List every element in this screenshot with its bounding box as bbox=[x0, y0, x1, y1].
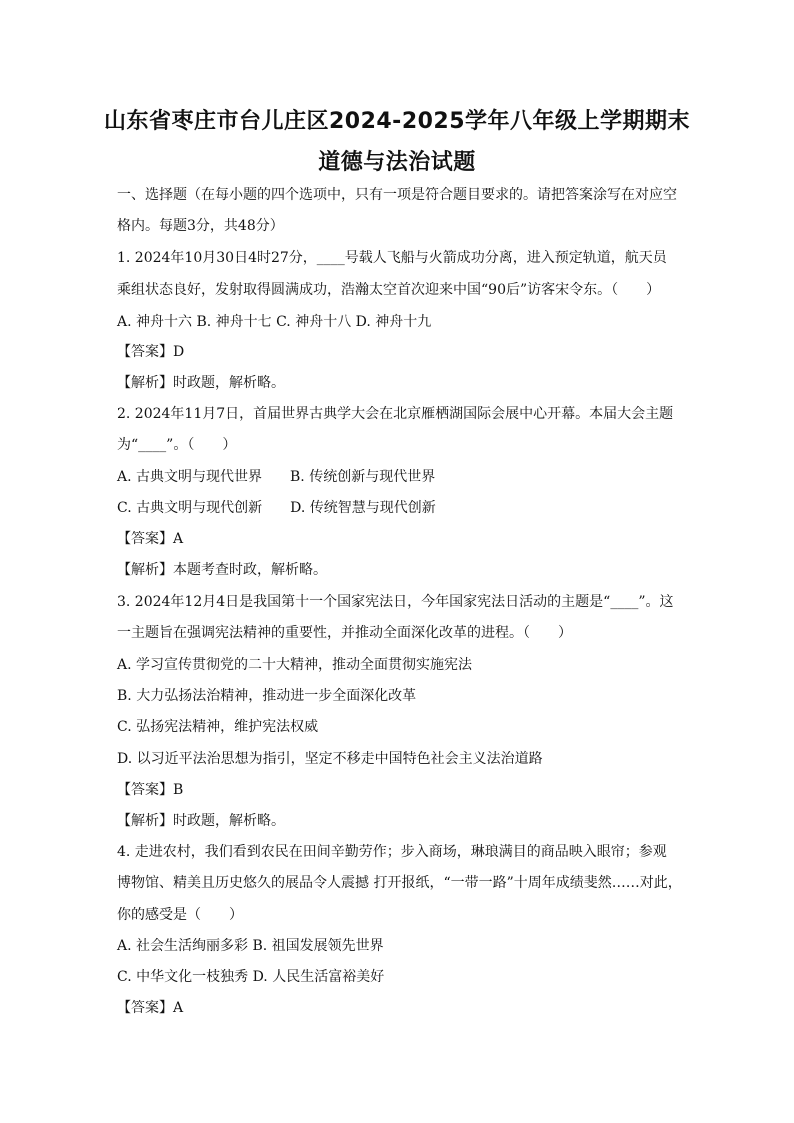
q3-stem-line1: 3. 2024年12月4日是我国第十一个国家宪法日，今年国家宪法日活动的主题是“____”。这 bbox=[117, 594, 674, 610]
q4-stem-line2: 博物馆、精美且历史悠久的展品令人震撼 打开报纸，“一带一路”十周年成绩斐然……对此， bbox=[117, 875, 682, 891]
q4-answer: 【答案】A bbox=[117, 1000, 184, 1016]
q4-options-row1: A. 社会生活绚丽多彩 B. 祖国发展领先世界 bbox=[117, 938, 384, 954]
q3-answer: 【答案】B bbox=[117, 782, 184, 798]
section-instructions-line2: 格内。每题3分，共48分） bbox=[117, 218, 284, 234]
q3-analysis: 【解析】时政题，解析略。 bbox=[117, 813, 285, 829]
q2-options-row2 bbox=[117, 499, 687, 517]
q1-analysis: 【解析】时政题，解析略。 bbox=[117, 375, 285, 391]
q3-stem-line2: 一主题旨在强调宪法精神的重要性，并推动全面深化改革的进程。（ ） bbox=[117, 625, 572, 641]
q2-option-c: C. 古典文明与现代创新 bbox=[117, 500, 263, 516]
q2-option-a: A. 古典文明与现代世界 bbox=[117, 469, 263, 485]
q2-stem-line2: 为“____”。（ ） bbox=[117, 437, 237, 453]
q3-option-c: C. 弘扬宪法精神，维护宪法权威 bbox=[117, 719, 319, 735]
q4-options-row2: C. 中华文化一枝独秀 D. 人民生活富裕美好 bbox=[117, 969, 385, 985]
page-subtitle: 道德与法治试题 bbox=[318, 150, 476, 175]
q1-stem-line1: 1. 2024年10月30日4时27分，____号载人飞船与火箭成功分离，进入预定轨道，航天员 bbox=[117, 250, 667, 266]
q3-option-a: A. 学习宣传贯彻党的二十大精神，推动全面贯彻实施宪法 bbox=[117, 657, 473, 673]
q4-stem-line1: 4. 走进农村，我们看到农民在田间辛勤劳作；步入商场，琳琅满目的商品映入眼帘；参观 bbox=[117, 844, 667, 860]
section-instructions-line1: 一、选择题（在每小题的四个选项中，只有一项是符合题目要求的。请把答案涂写在对应空 bbox=[117, 187, 677, 203]
q3-option-b: B. 大力弘扬法治精神，推动进一步全面深化改革 bbox=[117, 688, 417, 704]
q3-option-d: D. 以习近平法治思想为指引，坚定不移走中国特色社会主义法治道路 bbox=[117, 751, 543, 767]
q2-option-b: B. 传统创新与现代世界 bbox=[290, 469, 436, 485]
q2-options-row1 bbox=[117, 468, 687, 486]
q2-stem-line1: 2. 2024年11月7日，首届世界古典学大会在北京雁栖湖国际会展中心开幕。本届大会主题 bbox=[117, 406, 674, 422]
q2-option-d: D. 传统智慧与现代创新 bbox=[290, 500, 436, 516]
q1-answer: 【答案】D bbox=[117, 344, 185, 360]
q1-stem-line2: 乘组状态良好，发射取得圆满成功，浩瀚太空首次迎来中国“90后”访客宋令东。（ ） bbox=[117, 282, 661, 298]
q4-stem-line3: 你的感受是（ ） bbox=[117, 907, 243, 923]
q1-options: A. 神舟十六 B. 神舟十七 C. 神舟十八 D. 神舟十九 bbox=[117, 314, 432, 330]
q2-answer: 【答案】A bbox=[117, 531, 184, 547]
q2-analysis: 【解析】本题考查时政，解析略。 bbox=[117, 562, 327, 578]
page-title: 山东省枣庄市台儿庄区2024-2025学年八年级上学期期末 bbox=[103, 109, 691, 134]
